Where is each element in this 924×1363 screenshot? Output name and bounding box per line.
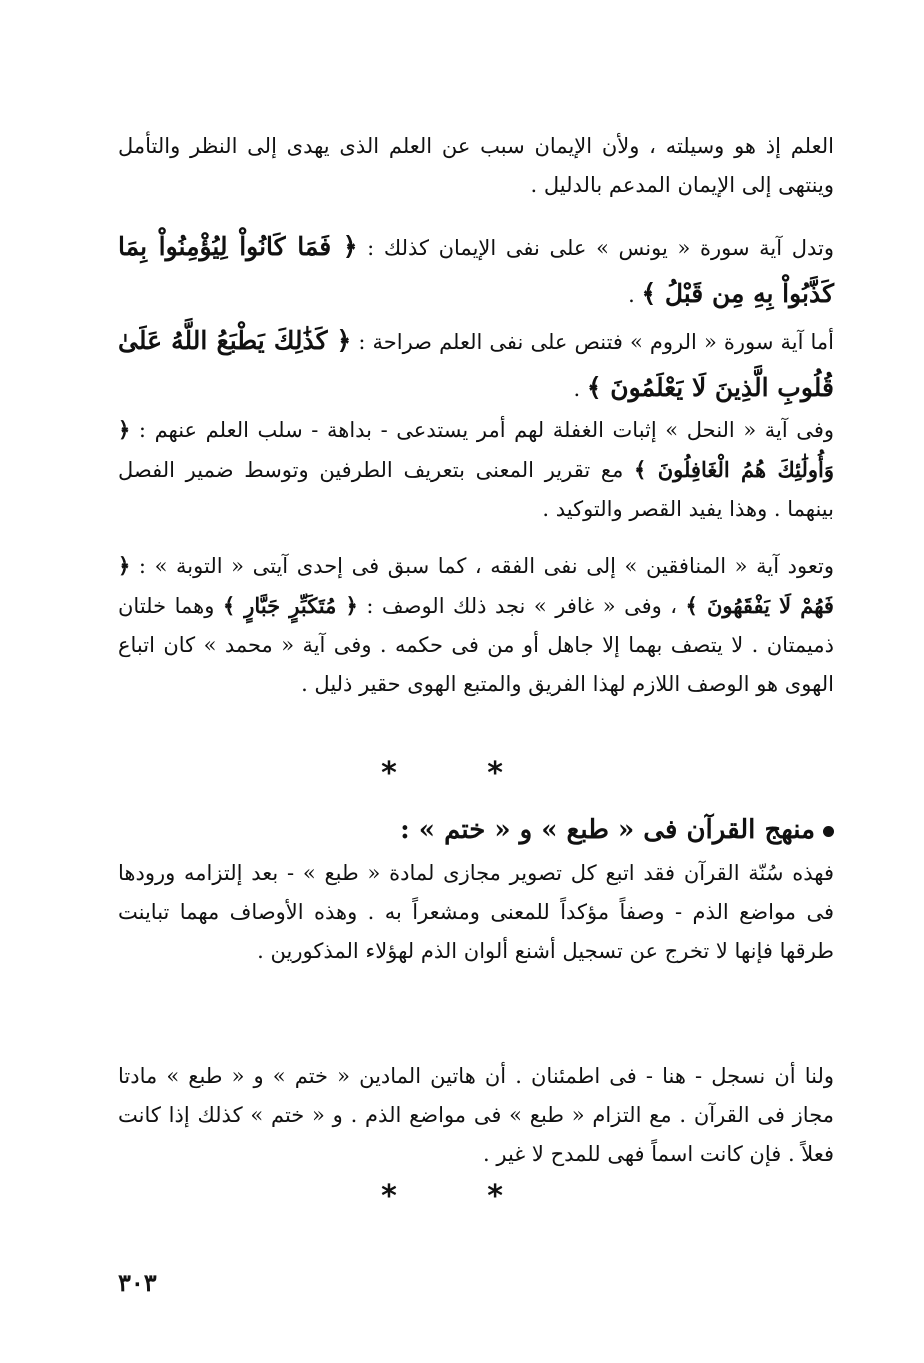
paragraph-intro: وتدل آية سورة « يونس » على نفى الإيمان كذلك :: [367, 236, 834, 260]
paragraph-text: العلم إذ هو وسيلته ، ولأن الإيمان سبب عن العلم الذى يهدى إلى النظر والتأمل وينتهى إلى الإيمان المدعم بالدليل .: [118, 134, 834, 197]
quran-verse-ghafir: ﴿ مُتَكَبِّرٍ جَبَّارٍ ﴾: [222, 593, 358, 618]
paragraph-rum: [118, 318, 834, 412]
paragraph-end: .: [573, 377, 587, 401]
paragraph-intro: أما آية سورة « الروم » فتنص على نفى العلم صراحة :: [358, 330, 834, 354]
section-heading-text: منهج القرآن فى « طبع » و « ختم » :: [400, 815, 815, 845]
bullet-icon: [823, 826, 834, 837]
section-heading: [400, 810, 834, 850]
paragraph-end: .: [628, 283, 642, 307]
section-separator: * *: [381, 756, 543, 791]
paragraph-intro: وتعود آية « المنافقين » إلى نفى الفقه ، كما سبق فى إحدى آيتى « التوبة » :: [138, 554, 834, 578]
section-separator-end: * *: [381, 1179, 543, 1214]
paragraph-intro: وفى آية « النحل » إثبات الغفلة لهم أمر يستدعى - بداهة - سلب العلم عنهم :: [138, 418, 834, 442]
paragraph-knowledge-faith: [118, 127, 834, 205]
paragraph-yunus: [118, 224, 834, 318]
paragraph-end: وهما خلتان ذميمتان . لا يتصف بهما إلا جاهل أو من فى حكمه . وفى آية « محمد » كان اتباع الهوى هو الوصف اللازم لهذا الفريق والمتبع الهوى حقير ذليل .: [118, 594, 834, 696]
paragraph-munafiqun: [118, 546, 834, 704]
quran-verse-rum: ﴿ كَذَٰلِكَ يَطْبَعُ اللَّهُ عَلَىٰ قُلُوبِ الَّذِينَ لَا يَعْلَمُونَ ﴾: [118, 326, 834, 402]
paragraph-text: ولنا أن نسجل - هنا - فى اطمئنان . أن هاتين المادين « ختم » و « طبع » مادتا مجاز فى القرآن . مع التزام « طبع » فى مواضع الذم . و « ختم » كذلك إذا كانت فعلاً . فإن كانت اسماً فهى للمدح لا غير .: [118, 1064, 834, 1166]
paragraph-end: مع تقرير المعنى بتعريف الطرفين وتوسط ضمير الفصل بينهما . وهذا يفيد القصر والتوكيد .: [118, 458, 834, 521]
quran-verse-nahl: ﴿ وَأُولَٰئِكَ هُمُ الْغَافِلُونَ ﴾: [118, 417, 834, 482]
paragraph-sunna: [118, 854, 834, 971]
paragraph-middle: ، وفى « غافر » نجد ذلك الوصف :: [366, 594, 678, 618]
paragraph-text: فهذه سُنّة القرآن فقد اتبع كل تصوير مجازى لمادة « طبع » - بعد إلتزامه ورودها فى مواضع الذم - وصفاً مؤكداً للمعنى ومشعراً به . وهذه الأوصاف مهما تباينت طرقها فإنها لا تخرج عن تسجيل أشنع ألوان الذم لهؤلاء المذكورين .: [118, 861, 834, 963]
quran-verse-munafiqun: ﴿ فَهُمْ لَا يَفْقَهُونَ ﴾: [118, 553, 834, 618]
paragraph-conclusion: [118, 1057, 834, 1174]
quran-verse-yunus: ﴿ فَمَا كَانُواْ لِيُؤْمِنُواْ بِمَا كَذَّبُواْ بِهِ مِن قَبْلُ ﴾: [118, 232, 834, 308]
page-number: ٣٠٣: [118, 1268, 157, 1297]
paragraph-nahl: [118, 410, 834, 529]
